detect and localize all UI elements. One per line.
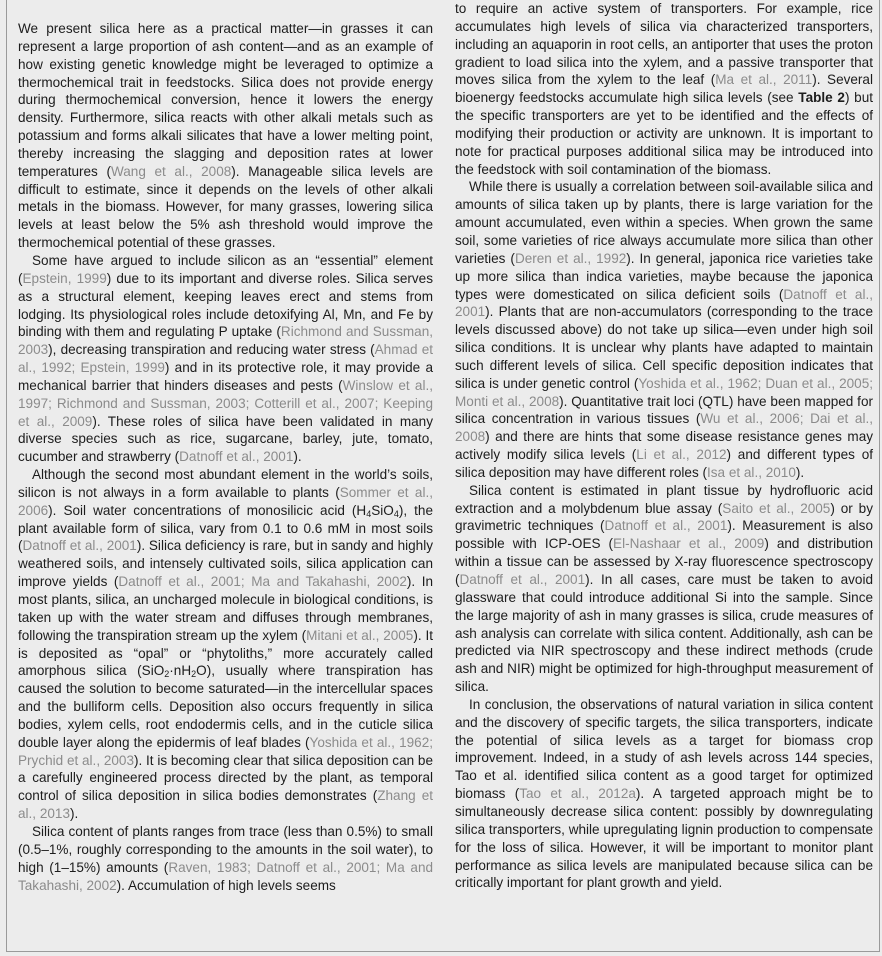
citation-link[interactable]: Datnoff et al., 2001; Ma and Takahashi, 2002 — [118, 574, 407, 590]
text-run: to require an active system of transporters. For example, rice accumulates high levels of silica via characterized transporters, including an aquaporin in root cells, an antiporter that uses the proton gradient to load silica into the xylem, and a passive transporter that moves silica from the xylem to the leaf ( — [455, 1, 873, 88]
citation-link[interactable]: Tao et al., 2012a — [519, 786, 636, 802]
text-run: Although the second most abundant element in the world’s soils, silicon is not always in a form available to plants ( — [18, 467, 433, 500]
text-run: ). Quantitative trait loci (QTL) have been mapped for silica concentration in various tissues ( — [455, 393, 873, 427]
subscript: 4 — [393, 508, 399, 519]
left-column — [18, 20, 433, 894]
text-run: ). In all cases, care must be taken to avoid glassware that could introduce additional Si into the sample. Since the large majority of ash in many grasses is silica, crude measures of ash analysis can correlate with silica content. Additionally, ash can be predicted via NIR spectroscopy and these indirect methods (crude ash and NIR) might be optimized for high-throughput measurement of silica. — [455, 572, 873, 695]
text-run: In conclusion, the observations of natural variation in silica content and the discovery of specific targets, the silica transporters, indicate the potential of silica levels as a target for biomass crop improvement. Indeed, in a study of ash levels across 144 species, Tao et al. identified silica content as a good target for optimized biomass ( — [455, 696, 873, 802]
paper-page — [6, 0, 880, 952]
text-run: O), usually where transpiration has caused the solution to become saturated—in the intercellular spaces and the bulliform cells. Deposition also occurs frequently in silica bodies, xylem cells, root endodermis cells, and in the cuticle silica double layer along the epidermis of leaf blades ( — [18, 663, 433, 750]
citation-link[interactable]: Sommer et al., 2006 — [18, 484, 433, 518]
text-run: We present silica here as a practical matter—in grasses it can represent a large proportion of ash content—and as an example of how existing genetic knowledge might be leveraged to optimize a thermochemical trait in feedstocks. Silica does not provide energy during thermochemical conversion, hence it lowers the energy density. Furthermore, silica reacts with other alkali metals such as potassium and forms alkali silicates that have a lower melting point, thereby increasing the slagging and deposition rates at lower temperatures ( — [18, 21, 433, 179]
subscript: 2 — [191, 669, 197, 680]
citation-link[interactable]: Yoshida et al., 1962; Duan et al., 2005; Monti et al., 2008 — [455, 375, 874, 409]
citation-link[interactable]: Deren et al., 1992 — [514, 250, 627, 266]
paragraph — [18, 466, 433, 823]
citation-link[interactable]: Datnoff et al., 2001 — [22, 538, 137, 554]
text-run: ). Accumulation of high levels seems — [116, 877, 336, 893]
text-run: ). — [69, 806, 79, 822]
right-column — [455, 0, 873, 892]
text-run: ). It is deposited as “opal” or “phytoliths,” more accurately called amorphous silica (SiO — [18, 627, 433, 679]
paragraph — [18, 823, 433, 894]
citation-link[interactable]: Isa et al., 2010 — [707, 464, 796, 480]
citation-link[interactable]: Wu et al., 2006; Dai et al., 2008 — [455, 411, 873, 445]
citation-link[interactable]: Datnoff et al., 2001 — [604, 518, 728, 534]
paragraph — [455, 178, 873, 481]
text-run: ). Several bioenergy feedstocks accumulate high silica levels (see — [455, 72, 873, 106]
text-run: ) and in its protective role, it may provide a mechanical barrier that hinders diseases and pests ( — [18, 360, 433, 393]
citation-link[interactable]: Zhang et al., 2013 — [18, 788, 433, 822]
subscript: 4 — [366, 508, 372, 519]
text-run: Silica content is estimated in plant tissue by hydrofluoric acid extraction and a molybdenum blue assay ( — [455, 482, 873, 516]
text-run: Some have argued to include silicon as an “essential” element ( — [18, 252, 433, 286]
citation-link[interactable]: Wang et al., 2008 — [110, 163, 232, 179]
text-run: ) but the specific transporters are yet to be identified and the effects of modifying their production or activity are unknown. It is important to note for practical purposes additional silica may be introduced into the feedstock with soil contamination of the biomass. — [455, 90, 874, 177]
text-run: ), decreasing transpiration and reducing water stress ( — [48, 342, 375, 358]
text-run: ). These roles of silica have been validated in many diverse species such as rice, sugarcane, barley, jute, tomato, cucumber and strawberry ( — [18, 413, 433, 465]
text-run: ), the plant available form of silica, vary from 0.1 to 0.6 mM in most soils ( — [18, 502, 433, 554]
text-run: ) or by gravimetric techniques ( — [455, 500, 873, 534]
citation-link[interactable]: Raven, 1983; Datnoff et al., 2001; Ma and Takahashi, 2002 — [18, 859, 434, 893]
subscript: 2 — [164, 669, 170, 680]
paragraph — [455, 482, 873, 696]
text-run: ). In most plants, silica, an uncharged molecule in biological conditions, is taken up with the water stream and diffuses through membranes, following the transpiration stream up the xylem ( — [18, 574, 433, 643]
text-run: ) and distribution within a tissue can be assessed by X-ray fluorescence spectroscopy ( — [455, 536, 873, 587]
text-run: ) and there are hints that some disease resistance genes may actively modify silica levels ( — [455, 429, 873, 463]
text-run: ) and different types of silica deposition may have different roles ( — [455, 447, 873, 480]
text-run: ). — [795, 464, 805, 480]
text-run: ). — [293, 449, 302, 465]
citation-link[interactable]: Mitani et al., 2005 — [306, 627, 414, 643]
citation-link[interactable]: Datnoff et al., 2001 — [455, 286, 873, 320]
citation-link[interactable]: Ma et al., 2011 — [715, 72, 813, 88]
text-run: ·nH — [169, 663, 192, 679]
text-run: ). Manageable silica levels are difficult to estimate, since it depends on the levels of other alkali metals in the biomass. However, for many grasses, lowering silica levels at least below the 5% ash threshold would improve the thermochemical potential of these grasses. — [18, 163, 433, 251]
text-run: ). In general, japonica rice varieties take up more silica than indica varieties, maybe because the japonica types were domesticated on silica deficient soils ( — [455, 250, 874, 302]
text-run: ). A targeted approach might be to simultaneously decrease silica content: possibly by downregulating silica transporters, while upregulating lignin production to compensate for the loss of silica. However, it will be important to monitor plant performance as silica levels are manipulated because silica can be critically important for plant growth and yield. — [455, 786, 873, 891]
text-run: SiO — [371, 502, 394, 518]
citation-link[interactable]: Winslow et al., 1997; Richmond and Sussman, 2003; Cotterill et al., 2007; Keeping et al., 2009 — [18, 377, 434, 429]
citation-link[interactable]: Datnoff et al., 2001 — [179, 449, 294, 465]
table-reference-link[interactable]: Table 2 — [798, 90, 845, 106]
citation-link[interactable]: Li et al., 2012 — [636, 447, 727, 463]
paragraph — [18, 20, 433, 252]
text-run: ). Silica deficiency is rare, but in sandy and highly weathered soils, and intensely cultivated soils, silica application can improve yields ( — [18, 538, 433, 590]
citation-link[interactable]: El-Nashaar et al., 2009 — [613, 536, 765, 552]
citation-link[interactable]: Ahmad et al., 1992; Epstein, 1999 — [18, 342, 433, 376]
citation-link[interactable]: Saito et al., 2005 — [722, 500, 831, 516]
text-run: While there is usually a correlation between soil-available silica and amounts of silica taken up by plants, there is large variation for the amount accumulated, even within a species. When grown the same soil, some varieties of rice always accumulate more silica than other varieties ( — [455, 179, 873, 266]
citation-link[interactable]: Richmond and Sussman, 2003 — [18, 324, 433, 358]
paragraph — [455, 0, 873, 178]
text-run: ). Soil water concentrations of monosilicic acid (H — [48, 502, 367, 518]
citation-link[interactable]: Yoshida et al., 1962; Prychid et al., 2003 — [18, 734, 433, 768]
text-run: ). It is becoming clear that silica deposition can be a carefully engineered process directed by the plant, as temporal control of silica deposition in silica bodies demonstrates ( — [18, 752, 433, 804]
text-run: Silica content of plants ranges from trace (less than 0.5%) to small (0.5–1%, roughly corresponding to the amounts in the soil water), to high (1–15%) amounts ( — [18, 823, 433, 875]
text-run: ). Plants that are non-accumulators (corresponding to the trace levels discussed above) do not take up silica—even under high soil silica conditions. It is unclear why plants have adapted to maintain such different levels of silica. Cell specific deposition indicates that silica is under genetic control ( — [455, 304, 873, 391]
citation-link[interactable]: Datnoff et al., 2001 — [459, 572, 586, 587]
text-run: ) due to its important and diverse roles. Silica serves as a structural element, keeping leaves erect and stems from lodging. Its physiological roles include detoxifying Al, Mn, and Fe by binding with them and regulating P uptake ( — [18, 270, 433, 340]
paragraph — [18, 252, 433, 466]
citation-link[interactable]: Epstein, 1999 — [22, 270, 107, 286]
text-run: ). Measurement is also possible with ICP-OES ( — [455, 518, 873, 552]
paragraph — [455, 696, 873, 892]
